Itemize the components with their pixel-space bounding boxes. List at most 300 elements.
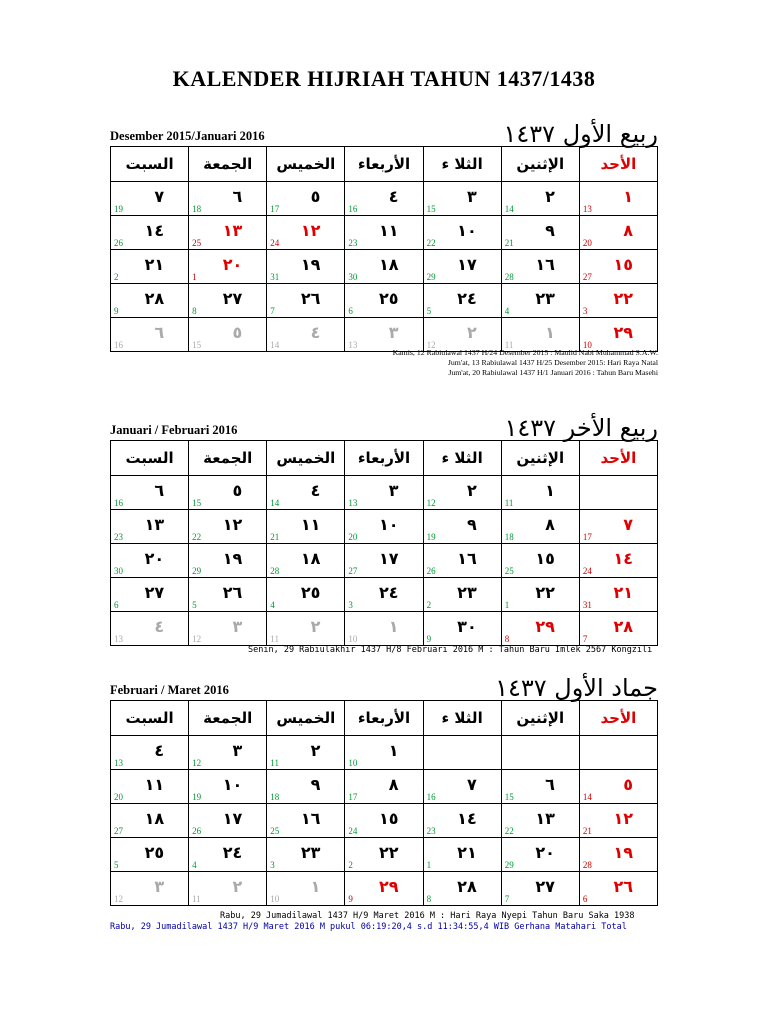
gregorian-date: 14 — [270, 340, 280, 350]
weekday-header: الأربعاء — [345, 701, 423, 736]
hijri-date: ٢٨ — [613, 617, 633, 636]
day-cell — [267, 838, 345, 872]
day-cell — [189, 804, 267, 838]
gregorian-date: 11 — [270, 758, 279, 768]
weekday-header: الأحد — [579, 147, 657, 182]
gregorian-date: 23 — [348, 238, 358, 248]
hijri-date: ٧ — [154, 187, 165, 206]
hijri-date: ٧ — [623, 515, 633, 534]
hijri-date: ٢ — [310, 741, 321, 760]
gregorian-date: 13 — [114, 758, 123, 768]
hijri-date: ٧ — [466, 775, 477, 794]
gregorian-date: 25 — [270, 826, 280, 836]
weekday-header-row — [111, 147, 658, 182]
week-row — [111, 216, 658, 250]
day-cell — [345, 216, 423, 250]
hijri-date: ٢٥ — [300, 583, 321, 602]
day-cell — [111, 476, 189, 510]
hijri-date: ١٠ — [222, 775, 243, 794]
gregorian-date: 28 — [270, 566, 280, 576]
week-row — [111, 770, 658, 804]
day-cell — [267, 736, 345, 770]
day-cell — [189, 182, 267, 216]
hijri-date: ١٦ — [457, 549, 477, 568]
weekday-header: السبت — [111, 701, 189, 736]
hijri-date: ١٧ — [379, 549, 399, 568]
gregorian-date: 5 — [426, 306, 432, 316]
hijri-date: ٢٧ — [535, 877, 555, 896]
day-cell — [189, 736, 267, 770]
gregorian-date: 24 — [270, 238, 280, 248]
hijri-date: ٢٣ — [300, 843, 321, 862]
day-cell — [345, 770, 423, 804]
day-cell — [345, 476, 423, 510]
hijri-date: ١ — [545, 323, 555, 342]
hijri-date: ٢٥ — [379, 289, 399, 308]
hijri-date: ٢٩ — [613, 323, 633, 342]
gregorian-date: 12 — [114, 894, 123, 904]
day-cell — [267, 182, 345, 216]
gregorian-month-label: Februari / Maret 2016 — [110, 683, 229, 697]
hijri-date: ٢٧ — [222, 289, 243, 308]
gregorian-date: 9 — [114, 306, 119, 316]
gregorian-date: 13 — [348, 340, 358, 350]
gregorian-date: 15 — [504, 792, 514, 802]
hijri-date: ٢ — [310, 617, 321, 636]
hijri-date: ٢ — [466, 481, 477, 500]
weekday-header: الخميس — [267, 701, 345, 736]
day-cell — [189, 250, 267, 284]
day-cell — [189, 510, 267, 544]
day-cell — [345, 318, 423, 352]
hijri-date: ٨ — [388, 775, 399, 794]
gregorian-date: 10 — [582, 340, 592, 350]
day-cell — [423, 872, 501, 906]
gregorian-date: 21 — [582, 826, 592, 836]
day-cell — [501, 216, 579, 250]
hijri-date: ٦ — [154, 481, 165, 500]
calendar-month-1 — [110, 110, 658, 352]
gregorian-date: 6 — [582, 894, 588, 904]
day-cell — [111, 612, 189, 646]
hijri-date: ٢٨ — [457, 877, 477, 896]
gregorian-date: 20 — [114, 792, 123, 802]
week-row — [111, 838, 658, 872]
gregorian-date: 10 — [348, 634, 358, 644]
gregorian-date: 10 — [348, 758, 358, 768]
gregorian-date: 30 — [114, 566, 123, 576]
gregorian-date: 12 — [426, 498, 436, 508]
hijri-date: ٣ — [466, 187, 477, 206]
day-cell — [423, 250, 501, 284]
day-cell — [501, 544, 579, 578]
gregorian-date: 6 — [348, 306, 353, 316]
gregorian-date: 9 — [426, 634, 432, 644]
hijri-date: ١٩ — [222, 549, 243, 568]
hijri-date: ١٣ — [222, 221, 243, 240]
hijri-date: ٢٤ — [379, 583, 399, 602]
day-cell — [579, 284, 657, 318]
hijri-date: ٢٢ — [535, 583, 555, 602]
gregorian-date: 16 — [348, 204, 358, 214]
gregorian-date: 14 — [582, 792, 592, 802]
day-cell — [501, 804, 579, 838]
day-cell — [501, 318, 579, 352]
hijri-date: ٣ — [232, 741, 243, 760]
day-cell — [423, 318, 501, 352]
day-cell — [501, 770, 579, 804]
weekday-header: الإثنين — [501, 147, 579, 182]
day-cell — [189, 770, 267, 804]
hijri-date: ١٥ — [379, 809, 399, 828]
week-row — [111, 578, 658, 612]
hijri-date: ٤ — [388, 187, 399, 206]
day-cell — [111, 284, 189, 318]
hijri-date: ١٤ — [457, 809, 477, 828]
weekday-header: الثلا ء — [423, 701, 501, 736]
day-cell — [189, 838, 267, 872]
hijri-date: ٢ — [232, 877, 243, 896]
day-cell — [345, 612, 423, 646]
hijri-date: ١٢ — [300, 221, 321, 240]
gregorian-date: 19 — [426, 532, 436, 542]
day-cell — [501, 612, 579, 646]
hijri-date: ٢٤ — [222, 843, 243, 862]
hijri-date: ١ — [310, 877, 321, 896]
gregorian-date: 1 — [192, 272, 197, 282]
gregorian-date: 1 — [504, 600, 510, 610]
gregorian-date: 20 — [348, 532, 358, 542]
gregorian-date: 25 — [504, 566, 514, 576]
gregorian-date: 24 — [582, 566, 592, 576]
day-cell — [423, 770, 501, 804]
day-cell — [267, 476, 345, 510]
hijri-date: ١٤ — [144, 221, 165, 240]
gregorian-date: 2 — [348, 860, 353, 870]
hijri-month-label: جماد الأول ١٤٣٧ — [495, 674, 658, 702]
page-title: KALENDER HIJRIAH TAHUN 1437/1438 — [172, 66, 596, 91]
gregorian-date: 19 — [192, 792, 202, 802]
hijri-date: ٢ — [545, 187, 555, 206]
hijri-date: ١ — [545, 481, 555, 500]
hijri-date: ٢٢ — [379, 843, 399, 862]
gregorian-date: 16 — [426, 792, 436, 802]
hijri-date: ١٣ — [144, 515, 165, 534]
day-cell — [189, 612, 267, 646]
week-row — [111, 510, 658, 544]
week-row — [111, 318, 658, 352]
gregorian-date: 14 — [270, 498, 280, 508]
hijri-date: ١٣ — [535, 809, 555, 828]
day-cell — [189, 872, 267, 906]
month-grid — [110, 700, 658, 906]
day-cell — [501, 510, 579, 544]
day-cell — [345, 250, 423, 284]
day-cell — [345, 736, 423, 770]
gregorian-date: 20 — [582, 238, 592, 248]
day-cell — [579, 578, 657, 612]
day-cell — [501, 838, 579, 872]
hijri-date: ٦ — [154, 323, 165, 342]
gregorian-date: 9 — [348, 894, 353, 904]
weekday-header: السبت — [111, 147, 189, 182]
gregorian-date: 18 — [192, 204, 202, 214]
month-header — [110, 664, 658, 700]
gregorian-date: 8 — [426, 894, 432, 904]
calendar-month-3 — [110, 664, 658, 906]
gregorian-date: 28 — [582, 860, 592, 870]
day-cell — [189, 476, 267, 510]
day-cell — [267, 318, 345, 352]
holiday-note: Jum'at, 13 Rabiulawal 1437 H/25 Desember 2015: Hari Raya Natal — [447, 358, 658, 367]
day-cell — [111, 250, 189, 284]
hijri-date: ١٦ — [300, 809, 321, 828]
hijri-date: ١ — [623, 187, 633, 206]
gregorian-date: 17 — [582, 532, 592, 542]
gregorian-date: 15 — [192, 340, 202, 350]
day-cell — [579, 544, 657, 578]
holiday-notes — [110, 348, 658, 378]
day-cell — [345, 284, 423, 318]
hijri-date: ٩ — [466, 515, 477, 534]
day-cell — [345, 510, 423, 544]
hijri-date: ٢٦ — [222, 583, 243, 602]
hijri-date: ٢٦ — [613, 877, 633, 896]
hijri-date: ٤ — [310, 481, 321, 500]
day-cell — [423, 838, 501, 872]
week-row — [111, 476, 658, 510]
day-cell — [579, 476, 657, 510]
hijri-date: ١٥ — [535, 549, 555, 568]
hijri-date: ٤ — [310, 323, 321, 342]
hijri-date: ١٠ — [379, 515, 399, 534]
gregorian-date: 23 — [426, 826, 436, 836]
gregorian-date: 27 — [348, 566, 358, 576]
gregorian-date: 22 — [426, 238, 436, 248]
hijri-date: ١٢ — [613, 809, 633, 828]
weekday-header: الخميس — [267, 147, 345, 182]
week-row — [111, 612, 658, 646]
day-cell — [111, 544, 189, 578]
weekday-header: الأحد — [579, 441, 657, 476]
gregorian-month-label: Desember 2015/Januari 2016 — [110, 129, 265, 143]
holiday-note: Jum'at, 20 Rabiulawal 1437 H/1 Januari 2016 : Tahun Baru Masehi — [448, 368, 658, 377]
day-cell — [111, 578, 189, 612]
gregorian-date: 12 — [192, 634, 202, 644]
day-cell — [345, 804, 423, 838]
gregorian-date: 7 — [582, 634, 588, 644]
weekday-header: الإثنين — [501, 441, 579, 476]
hijri-date: ٤ — [154, 741, 165, 760]
gregorian-date: 29 — [426, 272, 436, 282]
day-cell — [579, 318, 657, 352]
gregorian-date: 22 — [504, 826, 514, 836]
hijri-date: ٢١ — [613, 583, 633, 602]
holiday-note: Kamis, 12 Rabiulawal 1437 H/24 Desember 2015 : Maulid Nabi Muhammad S.A.W. — [392, 348, 658, 357]
gregorian-date: 13 — [348, 498, 358, 508]
week-row — [111, 804, 658, 838]
hijri-date: ١٧ — [457, 255, 477, 274]
day-cell — [579, 838, 657, 872]
weekday-header: الجمعة — [189, 701, 267, 736]
gregorian-date: 7 — [504, 894, 510, 904]
hijri-date: ١٦ — [535, 255, 555, 274]
gregorian-date: 21 — [270, 532, 280, 542]
gregorian-date: 12 — [426, 340, 436, 350]
week-row — [111, 736, 658, 770]
day-cell — [423, 612, 501, 646]
hijri-date: ٣ — [388, 481, 399, 500]
day-cell — [501, 476, 579, 510]
hijri-date: ٣ — [388, 323, 399, 342]
gregorian-date: 5 — [114, 860, 119, 870]
day-cell — [579, 770, 657, 804]
hijri-date: ٩ — [310, 775, 321, 794]
gregorian-date: 5 — [192, 600, 197, 610]
month-grid — [110, 440, 658, 646]
gregorian-date: 3 — [582, 306, 588, 316]
day-cell — [267, 544, 345, 578]
hijri-date: ٢٣ — [457, 583, 477, 602]
hijri-date: ١١ — [379, 221, 399, 240]
day-cell — [111, 804, 189, 838]
day-cell — [345, 872, 423, 906]
gregorian-date: 1 — [426, 860, 432, 870]
hijri-date: ٩ — [545, 221, 555, 240]
hijri-date: ٣ — [232, 617, 243, 636]
day-cell — [267, 770, 345, 804]
gregorian-date: 17 — [348, 792, 358, 802]
hijri-date: ١٠ — [457, 221, 477, 240]
day-cell — [579, 612, 657, 646]
day-cell — [267, 612, 345, 646]
weekday-header: الإثنين — [501, 701, 579, 736]
day-cell — [423, 216, 501, 250]
day-cell — [579, 510, 657, 544]
week-row — [111, 182, 658, 216]
hijri-date: ١٢ — [222, 515, 243, 534]
hijri-date: ٥ — [310, 187, 321, 206]
gregorian-date: 6 — [114, 600, 119, 610]
hijri-date: ١ — [388, 617, 399, 636]
hijri-date: ٥ — [232, 323, 243, 342]
gregorian-date: 23 — [114, 532, 123, 542]
hijri-date: ٦ — [232, 187, 243, 206]
day-cell — [111, 838, 189, 872]
gregorian-date: 11 — [504, 498, 514, 508]
month-grid — [110, 146, 658, 352]
gregorian-date: 4 — [192, 860, 197, 870]
hijri-date: ٣ — [154, 877, 165, 896]
eclipse-note: Rabu, 29 Jumadilawal 1437 H/9 Maret 2016 M pukul 06:19:20,4 s.d 11:34:55,4 WIB Gerhana Matahari Total — [110, 922, 627, 932]
weekday-header: الجمعة — [189, 147, 267, 182]
day-cell — [423, 804, 501, 838]
weekday-header: الأربعاء — [345, 147, 423, 182]
day-cell — [423, 284, 501, 318]
gregorian-date: 30 — [348, 272, 358, 282]
day-cell — [345, 838, 423, 872]
hijri-date: ٢٠ — [535, 843, 555, 862]
hijri-date: ٥ — [232, 481, 243, 500]
day-cell — [111, 872, 189, 906]
gregorian-date: 21 — [504, 238, 514, 248]
hijri-date: ٢٨ — [144, 289, 165, 308]
day-cell — [189, 578, 267, 612]
hijri-date: ٢٤ — [457, 289, 477, 308]
gregorian-date: 3 — [348, 600, 353, 610]
gregorian-date: 18 — [270, 792, 280, 802]
gregorian-date: 27 — [114, 826, 123, 836]
weekday-header: الثلا ء — [423, 147, 501, 182]
gregorian-date: 31 — [582, 600, 592, 610]
gregorian-date: 25 — [192, 238, 202, 248]
day-cell — [501, 578, 579, 612]
hijri-date: ٢٠ — [222, 255, 243, 274]
gregorian-date: 24 — [348, 826, 358, 836]
day-cell — [111, 182, 189, 216]
day-cell — [267, 250, 345, 284]
gregorian-date: 13 — [582, 204, 592, 214]
day-cell — [345, 544, 423, 578]
hijri-date: ٦ — [545, 775, 555, 794]
gregorian-date: 17 — [270, 204, 280, 214]
day-cell — [111, 736, 189, 770]
weekday-header: الأحد — [579, 701, 657, 736]
weekday-header: الأربعاء — [345, 441, 423, 476]
week-row — [111, 872, 658, 906]
gregorian-date: 28 — [504, 272, 514, 282]
hijri-date: ١٨ — [300, 549, 321, 568]
gregorian-date: 29 — [192, 566, 202, 576]
hijri-date: ١٧ — [222, 809, 243, 828]
hijri-date: ٣٠ — [457, 617, 477, 636]
hijri-month-label: ربيع الأخر ١٤٣٧ — [504, 414, 658, 442]
day-cell — [423, 578, 501, 612]
day-cell — [423, 544, 501, 578]
day-cell — [579, 250, 657, 284]
weekday-header: السبت — [111, 441, 189, 476]
day-cell — [423, 182, 501, 216]
gregorian-date: 26 — [114, 238, 123, 248]
day-cell — [345, 578, 423, 612]
hijri-date: ٢ — [466, 323, 477, 342]
hijri-date: ٢١ — [457, 843, 477, 862]
day-cell — [501, 736, 579, 770]
gregorian-date: 16 — [114, 498, 123, 508]
hijri-date: ٥ — [623, 775, 633, 794]
weekday-header: الخميس — [267, 441, 345, 476]
day-cell — [501, 872, 579, 906]
day-cell — [579, 872, 657, 906]
gregorian-date: 13 — [114, 634, 123, 644]
hijri-date: ٤ — [154, 617, 165, 636]
day-cell — [189, 284, 267, 318]
calendar-month-2 — [110, 404, 658, 646]
gregorian-date: 19 — [114, 204, 123, 214]
day-cell — [423, 510, 501, 544]
hijri-date: ٢٩ — [535, 617, 555, 636]
holiday-note: Senin, 29 Rabiulakhir 1437 H/8 Februari 2016 M : Tahun Baru Imlek 2567 Kongzili — [248, 645, 653, 655]
weekday-header: الجمعة — [189, 441, 267, 476]
day-cell — [267, 216, 345, 250]
day-cell — [189, 318, 267, 352]
gregorian-date: 8 — [192, 306, 197, 316]
gregorian-date: 4 — [270, 600, 275, 610]
month-header — [110, 404, 658, 440]
hijri-date: ١٨ — [379, 255, 399, 274]
week-row — [111, 544, 658, 578]
gregorian-date: 7 — [270, 306, 275, 316]
